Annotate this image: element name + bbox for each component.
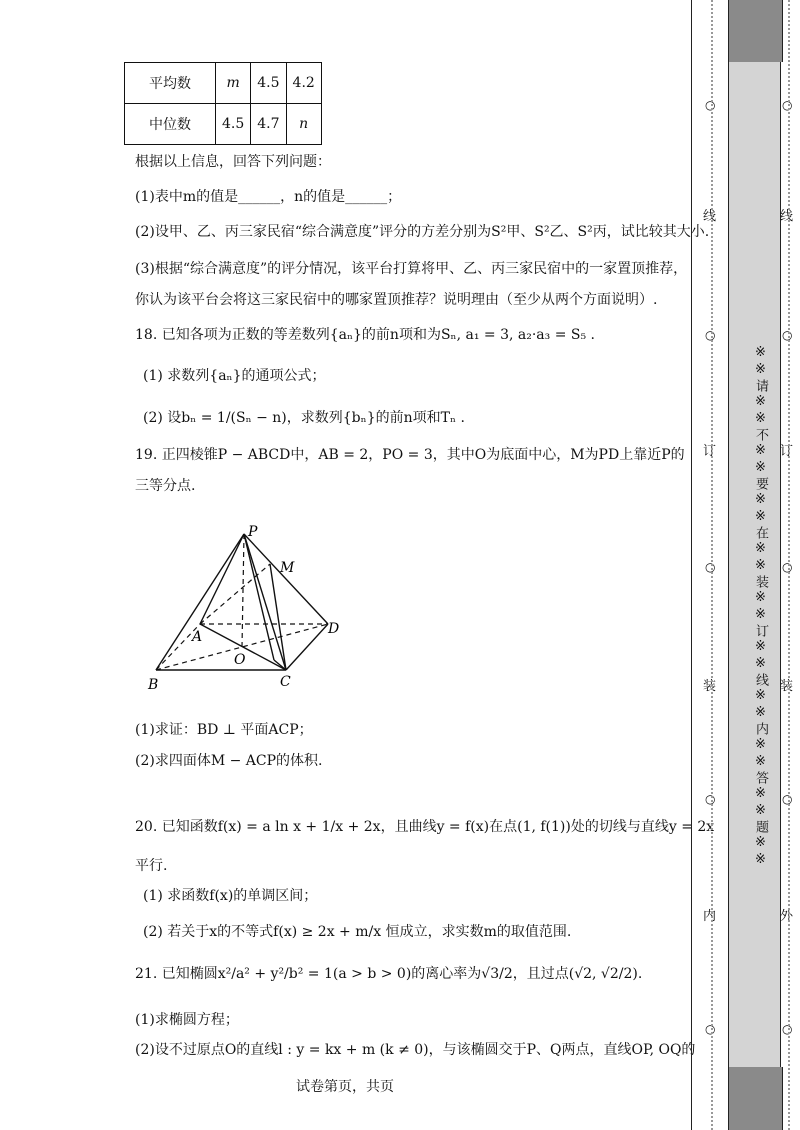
q18-stem: 18. 已知各项为正数的等差数列{aₙ}的前n项和为Sₙ, a₁ = 3, a₂·a₃ = S₅ .	[135, 327, 595, 343]
circle-marker: ○	[782, 328, 793, 342]
q17-intro: 根据以上信息，回答下列问题：	[135, 154, 331, 170]
q17-part2: (2)设甲、乙、丙三家民宿“综合满意度”评分的方差分别为S²甲、S²乙、S²丙，试比较其大小.	[135, 224, 710, 240]
stats-table	[124, 62, 322, 145]
outer-label-bind: 装	[780, 679, 794, 694]
outer-label-line: 线	[780, 209, 794, 224]
q19-stem-a: 19. 正四棱锥P − ABCD中，AB = 2，PO = 3，其中O为底面中心，M为PD上靠近P的	[135, 447, 685, 463]
label-C: C	[280, 674, 291, 690]
row-label-median: 中位数	[125, 104, 216, 145]
circle-marker: ○	[705, 328, 716, 342]
label-B: B	[148, 677, 159, 693]
gray-block-bottom	[728, 1067, 783, 1130]
inner-label-order: 订	[703, 444, 717, 459]
cell: 4.5	[251, 63, 286, 104]
circle-marker: ○	[705, 1022, 716, 1036]
cell: n	[286, 104, 321, 145]
q17-part3b: 你认为该平台会将这三家民宿中的哪家置顶推荐？说明理由（至少从两个方面说明）.	[135, 292, 658, 308]
cell: 4.7	[251, 104, 286, 145]
q20-part1: (1) 求函数f(x)的单调区间；	[143, 888, 318, 904]
circle-marker: ○	[705, 560, 716, 574]
gray-block-top	[728, 0, 783, 62]
q20-stem-a: 20. 已知函数f(x) = a ln x + 1/x + 2x，且曲线y = f(x)在点(1, f(1))处的切线与直线y = 2x	[135, 819, 715, 835]
q20-part2: (2) 若关于x的不等式f(x) ≥ 2x + m/x 恒成立，求实数m的取值范围.	[143, 924, 572, 940]
q17-part3a: (3)根据“综合满意度”的评分情况，该平台打算将甲、乙、丙三家民宿中的一家置顶推荐，	[135, 261, 688, 277]
circle-marker: ○	[782, 98, 793, 112]
q18-part1: (1) 求数列{aₙ}的通项公式；	[143, 368, 326, 384]
q21-stem: 21. 已知椭圆x²/a² + y²/b² = 1(a > b > 0)的离心率为√3/2，且过点(√2, √2/2).	[135, 966, 643, 982]
page-footer: 试卷第页，共页	[296, 1079, 394, 1095]
inner-label-line: 线	[703, 209, 717, 224]
circle-marker: ○	[782, 560, 793, 574]
label-A: A	[192, 629, 203, 645]
row-label-mean: 平均数	[125, 63, 216, 104]
label-M: M	[280, 560, 295, 576]
q19-part1: (1)求证：BD ⊥ 平面ACP；	[135, 722, 313, 738]
q19-stem-b: 三等分点.	[135, 478, 196, 494]
circle-marker: ○	[782, 792, 793, 806]
q19-part2: (2)求四面体M − ACP的体积.	[135, 753, 323, 769]
label-O: O	[234, 652, 246, 668]
dotted-cut-line-outer	[788, 0, 790, 1130]
cell: 4.5	[216, 104, 251, 145]
q21-part2: (2)设不过原点O的直线l : y = kx + m (k ≠ 0)，与该椭圆交于P、Q两点，直线OP, OQ的	[135, 1042, 696, 1058]
q17-part1: (1)表中m的值是______，n的值是______；	[135, 189, 402, 205]
border-line	[691, 0, 692, 1130]
cell: 4.2	[286, 63, 321, 104]
q21-part1: (1)求椭圆方程；	[135, 1012, 239, 1028]
inner-label-bind: 装	[703, 679, 717, 694]
cell: m	[216, 63, 251, 104]
inner-label-inside: 内	[703, 909, 717, 924]
circle-marker: ○	[705, 792, 716, 806]
pyramid-figure	[140, 520, 360, 695]
outer-label-outside: 外	[780, 909, 794, 924]
binding-warning: ※※请※※不※※要※※在※※装※※订※※线※※内※※答※※题※※	[753, 345, 768, 869]
circle-marker: ○	[782, 1022, 793, 1036]
table-row	[125, 63, 322, 104]
dotted-cut-line-inner	[711, 0, 713, 1130]
label-D: D	[328, 621, 340, 637]
label-P: P	[248, 524, 258, 540]
table-row	[125, 104, 322, 145]
q18-part2: (2) 设bₙ = 1/(Sₙ − n)，求数列{bₙ}的前n项和Tₙ .	[143, 410, 465, 426]
circle-marker: ○	[705, 98, 716, 112]
q20-stem-b: 平行.	[135, 858, 168, 874]
outer-label-order: 订	[780, 444, 794, 459]
